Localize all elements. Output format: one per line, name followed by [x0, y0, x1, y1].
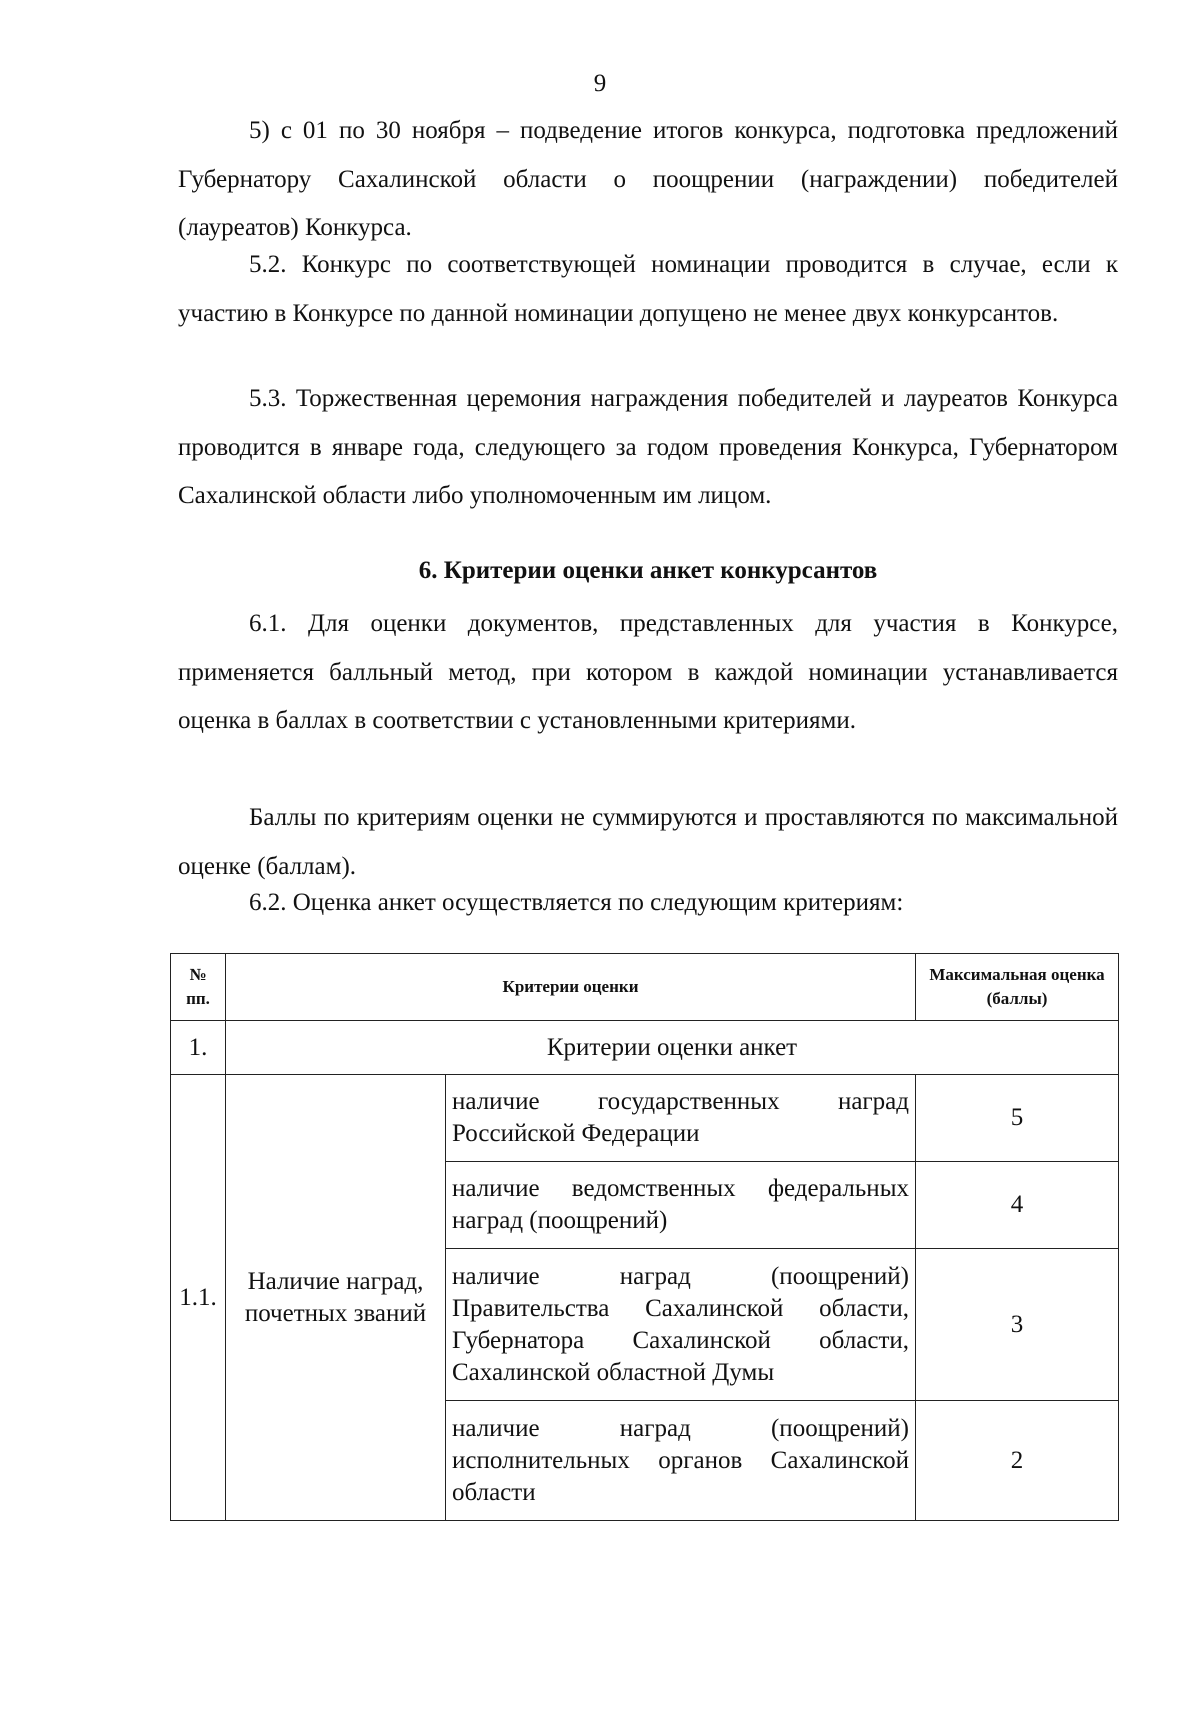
paragraph-5-3: 5.3. Торжественная церемония награждения победителей и лауреатов Конкурса проводится в январе года, следующего за годом проведения Конкурса, Губернатором Сахалинской области либо уполномоченным им лицом. [178, 385, 1118, 509]
criterion-text: наличие наград (поощрений) исполнительных органов Сахалинской области [446, 1401, 916, 1521]
criterion-score: 5 [916, 1075, 1119, 1162]
header-max-score: Максимальная оценка (баллы) [916, 954, 1119, 1021]
criterion-text: наличие наград (поощрений) Правительства Сахалинской области, Губернатора Сахалинской области, Сахалинской областной Думы [446, 1249, 916, 1401]
header-criteria: Критерии оценки [226, 954, 916, 1021]
paragraph-6-1: 6.1. Для оценки документов, представленных для участия в Конкурсе, применяется балльный метод, при котором в каждой номинации устанавливается оценка в баллах в соответствии с установленными критериями. [178, 610, 1118, 734]
criteria-table [170, 953, 1119, 1521]
criterion-text: наличие государственных наград Российской Федерации [446, 1075, 916, 1162]
table-header-row [171, 954, 1119, 1021]
criterion-score: 3 [916, 1249, 1119, 1401]
section-title: Критерии оценки анкет [226, 1021, 1119, 1075]
header-num: № пп. [171, 954, 226, 1021]
criterion-text: наличие ведомственных федеральных наград (поощрений) [446, 1162, 916, 1249]
criterion-score: 2 [916, 1401, 1119, 1521]
group-title: Наличие наград, почетных званий [226, 1075, 446, 1521]
table-row [171, 1075, 1119, 1162]
page-number: 9 [593, 70, 607, 97]
group-num: 1.1. [171, 1075, 226, 1521]
section-6-heading: 6. Критерии оценки анкет конкурсантов [418, 557, 878, 584]
paragraph-6-2: 6.2. Оценка анкет осуществляется по следующим критериям: [249, 889, 904, 916]
section-num: 1. [171, 1021, 226, 1075]
paragraph-5-1-item-5: 5) с 01 по 30 ноября – подведение итогов конкурса, подготовка предложений Губернатору Сахалинской области о поощрении (награждении) победителей (лауреатов) Конкурса. [178, 117, 1118, 241]
section-row [171, 1021, 1119, 1075]
paragraph-5-2: 5.2. Конкурс по соответствующей номинации проводится в случае, если к участию в Конкурсе по данной номинации допущено не менее двух конкурсантов. [178, 251, 1118, 327]
criterion-score: 4 [916, 1162, 1119, 1249]
paragraph-scores-note: Баллы по критериям оценки не суммируются и проставляются по максимальной оценке (баллам). [178, 804, 1118, 880]
